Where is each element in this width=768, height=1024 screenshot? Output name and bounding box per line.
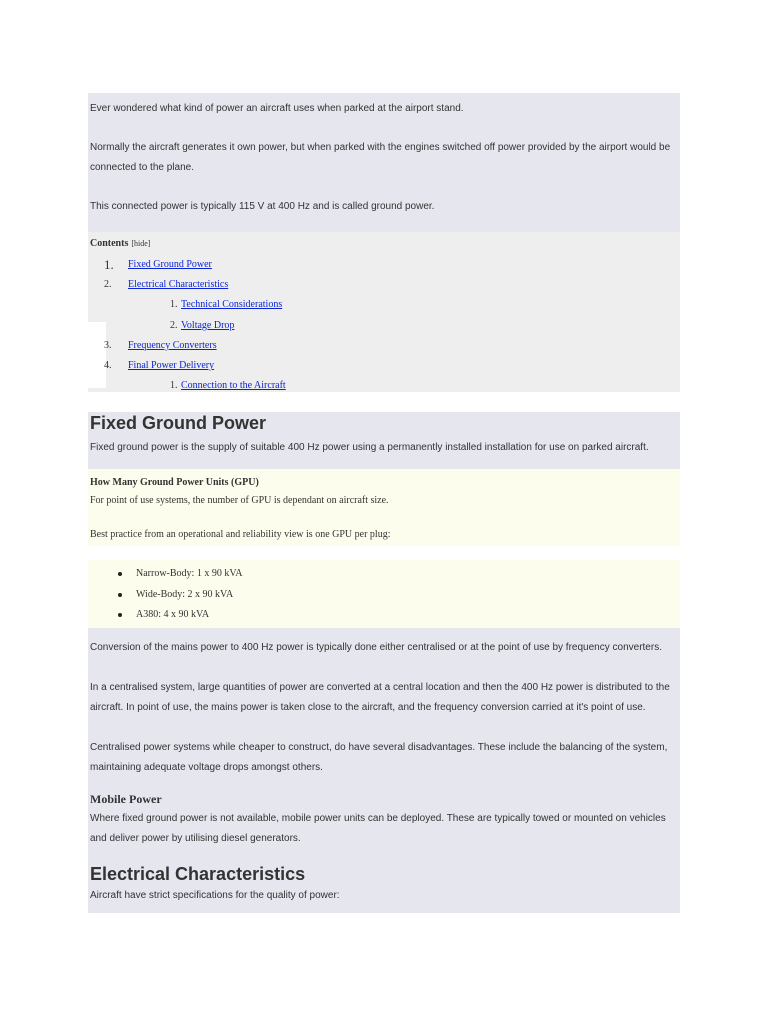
toc-link[interactable]: Electrical Characteristics: [128, 279, 229, 290]
gpu-section: [88, 469, 680, 546]
toc-link[interactable]: Connection to the Aircraft: [181, 380, 286, 391]
toc-item-fixed-ground-power[interactable]: [128, 259, 212, 270]
list-item: Narrow-Body: 1 x 90 kVA: [136, 564, 678, 585]
list-item: A380: 4 x 90 kVA: [136, 605, 678, 626]
toc-item-voltage-drop[interactable]: [181, 320, 234, 331]
intro-paragraph-1: Ever wondered what kind of power an aircraft uses when parked at the airport stand.: [90, 103, 464, 114]
document-page: [88, 93, 680, 913]
toc-item-electrical-characteristics[interactable]: [128, 279, 228, 290]
toc-num: 2.: [170, 320, 178, 331]
toc-margin-strip: [88, 322, 106, 388]
intro-section: [88, 93, 680, 232]
toc-item-technical-considerations[interactable]: [181, 299, 282, 310]
gpu-bullet-list: [88, 560, 680, 628]
toc-link[interactable]: Voltage Drop: [181, 320, 235, 331]
toc-num: 4.: [104, 360, 112, 371]
toc-title: Contents: [90, 238, 129, 249]
mobile-power-heading: Mobile Power: [90, 791, 162, 806]
toc-heading: [90, 238, 150, 249]
toc-item-final-power-delivery[interactable]: [128, 360, 214, 371]
conversion-section: [88, 628, 680, 913]
toc-item-connection-to-the-aircraft[interactable]: [181, 380, 286, 391]
fixed-ground-power-section: [88, 412, 680, 469]
toc-item-frequency-converters[interactable]: [128, 340, 217, 351]
toc-num: 1.: [170, 299, 178, 310]
table-of-contents: [88, 232, 680, 392]
intro-paragraph-3: This connected power is typically 115 V at 400 Hz and is called ground power.: [90, 201, 435, 212]
toc-num: 3.: [104, 340, 112, 351]
mobile-power-text: Where fixed ground power is not available, mobile power units can be deployed. These are typically towed or mounted on vehicles and deliver power by utilising diesel generators.: [90, 812, 666, 844]
toc-num: 1.: [104, 257, 114, 272]
conversion-paragraph-1: Conversion of the mains power to 400 Hz power is typically done either centralised or at the point of use by frequency converters.: [90, 641, 662, 653]
section-heading: Fixed Ground Power: [90, 413, 267, 433]
toc-link[interactable]: Final Power Delivery: [128, 360, 215, 371]
subsection-heading: How Many Ground Power Units (GPU): [90, 477, 259, 488]
list-item: Wide-Body: 2 x 90 kVA: [136, 585, 678, 606]
gpu-paragraph-1: For point of use systems, the number of GPU is dependant on aircraft size.: [90, 495, 389, 506]
toc-link[interactable]: Technical Considerations: [181, 299, 283, 310]
toc-link[interactable]: Fixed Ground Power: [128, 259, 212, 270]
electrical-characteristics-heading: Electrical Characteristics: [90, 863, 306, 884]
electrical-characteristics-text: Aircraft have strict specifications for the quality of power:: [90, 889, 340, 901]
toc-num: 1.: [170, 380, 178, 391]
intro-paragraph-2: Normally the aircraft generates it own power, but when parked with the engines switched off power provided by the airport would be connected to the plane.: [90, 142, 671, 173]
toc-num: 2.: [104, 279, 112, 290]
toc-hide-toggle[interactable]: [hide]: [131, 239, 151, 248]
conversion-paragraph-3: Centralised power systems while cheaper to construct, do have several disadvantages. These include the balancing of the system, maintaining adequate voltage drops amongst others.: [90, 741, 668, 773]
section-text: Fixed ground power is the supply of suitable 400 Hz power using a permanently installed installation for use on parked aircraft.: [90, 442, 649, 453]
toc-link[interactable]: Frequency Converters: [128, 340, 217, 351]
gpu-paragraph-2: Best practice from an operational and reliability view is one GPU per plug:: [90, 529, 391, 540]
conversion-paragraph-2: In a centralised system, large quantities of power are converted at a central location and then the 400 Hz power is distributed to the aircraft. In point of use, the mains power is taken close to the aircraft, and the frequency conversion carried at it's point of use.: [90, 681, 670, 713]
